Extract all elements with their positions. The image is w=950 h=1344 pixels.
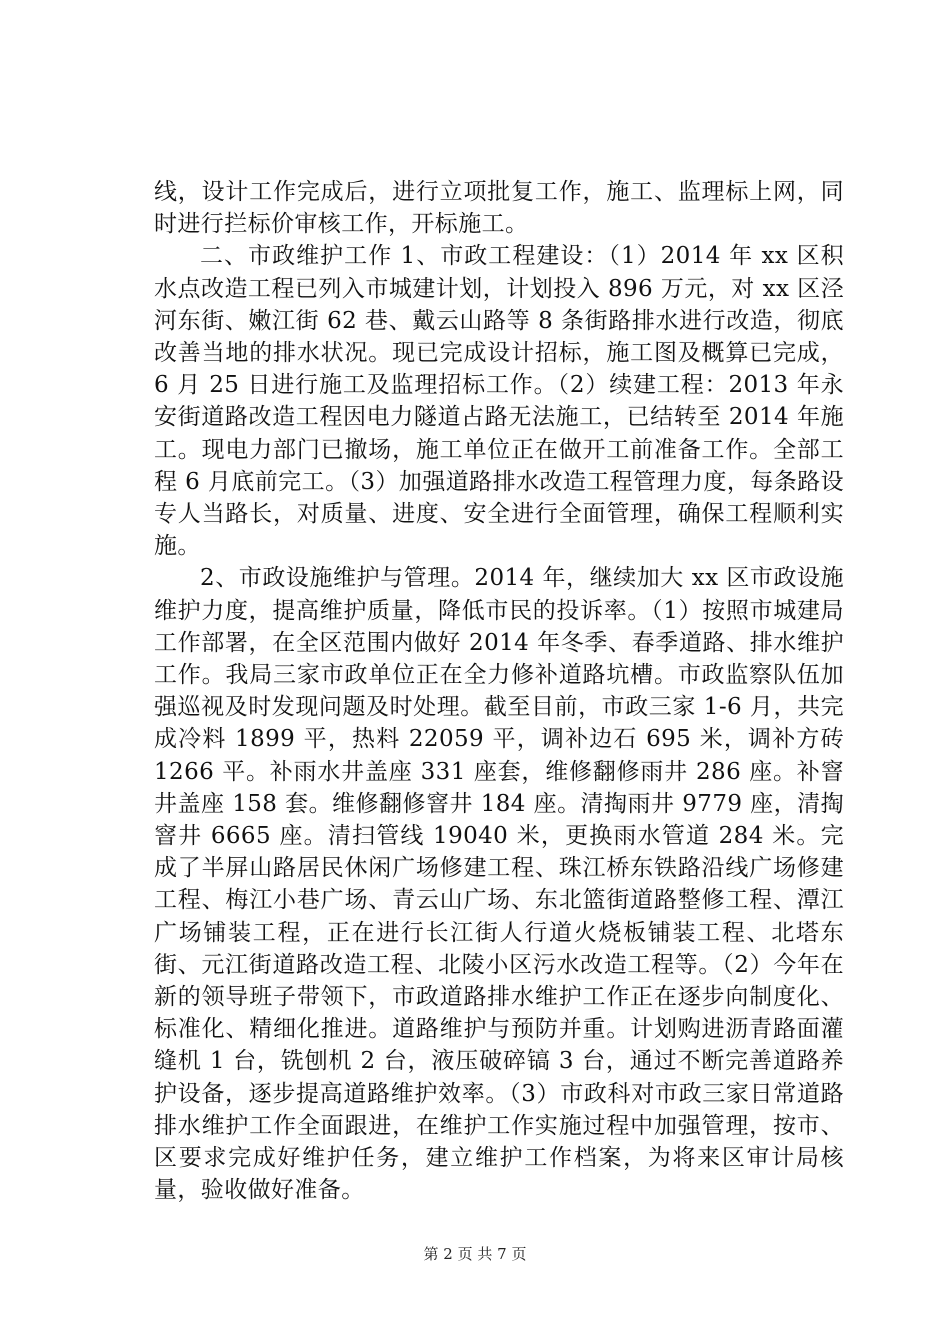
paragraph-continuation: 线，设计工作完成后，进行立项批复工作，施工、监理标上网，同时进行拦标价审核工作，开标施工。 — [154, 179, 844, 238]
paragraph-municipal-maintenance: 二、市政维护工作 1、市政工程建设：（1）2014 年 xx 区积水点改造工程已列入市城建计划，计划投入 896 万元，对 xx 区泾河东街、嫩江街 62 巷、戴云山路等 8 条街路排水进行改造，彻底改善当地的排水状况。现已完成设计招标，施工图及概算已完成，6 月 25 日进行施工及监理招标工作。（2）续建工程：2013 年永安街道路改造工程因电力隧道占路无法施工，已结转至 2014 年施工。现电力部门已撤场，施工单位正在做开工前准备工作。全部工程 6 月底前完工。（3）加强道路排水改造工程管理力度，每条路设专人当路长，对质量、进度、安全进行全面管理，确保工程顺利实施。 — [154, 243, 844, 560]
document-body — [154, 176, 844, 1207]
page-footer: 第 2 页 共 7 页 — [423, 1245, 527, 1263]
paragraph-facility-management: 2、市政设施维护与管理。2014 年，继续加大 xx 区市政设施维护力度，提高维护质量，降低市民的投诉率。（1）按照市城建局工作部署，在全区范围内做好 2014 年冬季、春季道路、排水维护工作。我局三家市政单位正在全力修补道路坑槽。市政监察队伍加强巡视及时发现问题及时处理。截至目前，市政三家 1-6 月，共完成冷料 1899 平，热料 22059 平，调补边石 695 米，调补方砖 1266 平。补雨水井盖座 331 座套，维修翻修雨井 286 座。补窨井盖座 158 套。维修翻修窨井 184 座。清掏雨井 9779 座，清掏窨井 6665 座。清扫管线 19040 米，更换雨水管道 284 米。完成了半屏山路居民休闲广场修建工程、珠江桥东铁路沿线广场修建工程、梅江小巷广场、青云山广场、东北篮街道路整修工程、潭江广场铺装工程，正在进行长江街人行道火烧板铺装工程、北塔东街、元江街道路改造工程、北陵小区污水改造工程等。（2）今年在新的领导班子带领下，市政道路排水维护工作正在逐步向制度化、标准化、精细化推进。道路维护与预防并重。计划购进沥青路面灌缝机 1 台，铣刨机 2 台，液压破碎镐 3 台，通过不断完善道路养护设备，逐步提高道路维护效率。（3）市政科对市政三家日常道路排水维护工作全面跟进，在维护工作实施过程中加强管理，按市、区要求完成好维护任务，建立维护工作档案，为将来区审计局核量，验收做好准备。 — [154, 565, 844, 1204]
